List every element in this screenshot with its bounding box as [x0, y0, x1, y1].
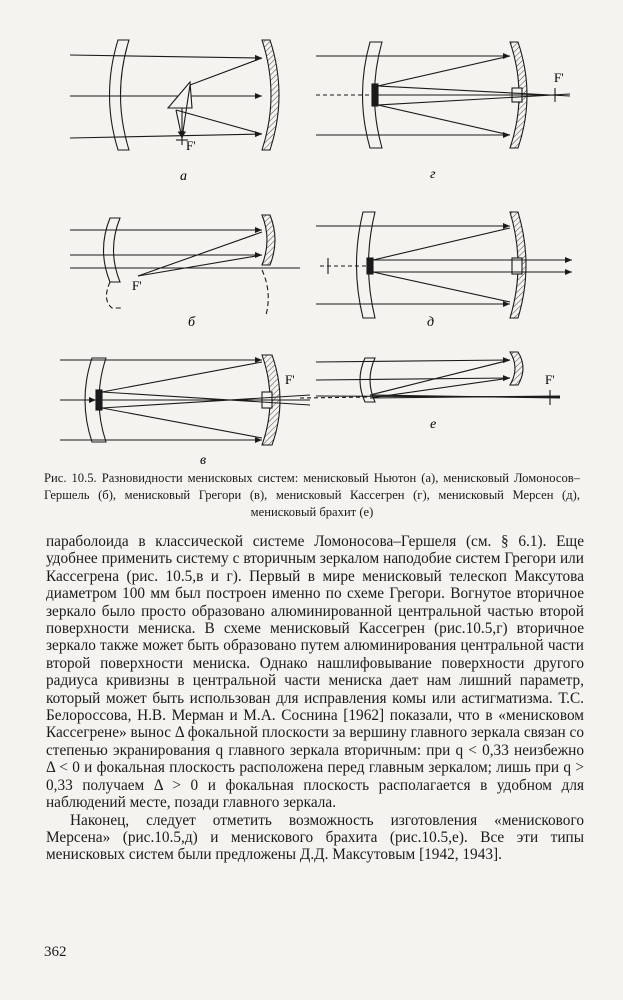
panel-v-diagram — [60, 355, 310, 445]
panel-e-diagram — [300, 352, 560, 405]
paragraph-1: параболоида в классической системе Ломоносова–Гершеля (см. § 6.1). Еще удобнее применить систему с вторичным зеркалом наподобие систем Грегори или Кассегрена (рис. 10.5,в и г). Первый в мире менисковый телескоп Максутова диаметром 100 мм был построен именно по схеме Грегори. Вогнутое вторичное зеркало было просто образовано алюминированной центральной частью второй поверхности мениска. В схеме менисковый Кассегрен (рис.10.5,г) вторичное зеркало также может быть образовано путем алюминирования центральной части второй поверхности мениска. Однако нашлифовывание поверхности другого радиуса кривизны в центральной части мениска дает нам лишний параметр, который может быть использован для исправления комы или астигматизма. Т.С. Белороссова, Н.В. Мерман и М.А. Соснина [1962] показали, что в «менисковом Кассегрене» вынос Δ фокальной плоскости за вершину главного зеркала связан со степенью экранирования q главного зеркала вторичным: при q < 0,33 неизбежно Δ < 0 и фокальная плоскость расположена перед главным зеркалом; лишь при q > 0,33 получаем Δ > 0 и фокальная плоскость располагается в удобном для наблюдений месте, позади главного зеркала. — [46, 533, 584, 812]
page-number: 362 — [44, 944, 67, 960]
body-text — [46, 533, 584, 864]
panel-label-v: в — [200, 453, 207, 468]
panel-label-d: д — [427, 315, 435, 330]
figure-caption: Рис. 10.5. Разновидности менисковых систем: менисковый Ньютон (а), мениcковый Ломоносов–Гершель (б), менисковый Грегори (в), менисковый Кассегрен (г), менисковый Мерсен (д), менисковый брахит (е) — [44, 471, 580, 520]
panel-label-e: е — [430, 417, 437, 432]
focus-label-e: F' — [545, 372, 555, 387]
focus-label-v: F' — [285, 372, 295, 387]
panel-label-g: г — [430, 167, 436, 182]
panel-g-diagram — [316, 42, 570, 148]
panel-d-diagram — [316, 212, 572, 318]
panel-label-b: б — [188, 315, 196, 330]
paragraph-2: Наконец, следует отметить возможность изготовления «менискового Мерсена» (рис.10.5,д) и менискового брахита (рис.10.5,е). Все эти типы менисковых систем были предложены Д.Д. Максутовым [1942, 1943]. — [46, 811, 584, 864]
panel-b-diagram — [70, 215, 300, 315]
focus-label-a: F' — [186, 138, 196, 153]
panel-label-a: а — [180, 169, 187, 184]
figure-10-5 — [0, 0, 623, 470]
panel-a-diagram — [70, 40, 279, 150]
focus-label-g: F' — [554, 70, 564, 85]
focus-label-b: F' — [132, 278, 142, 293]
